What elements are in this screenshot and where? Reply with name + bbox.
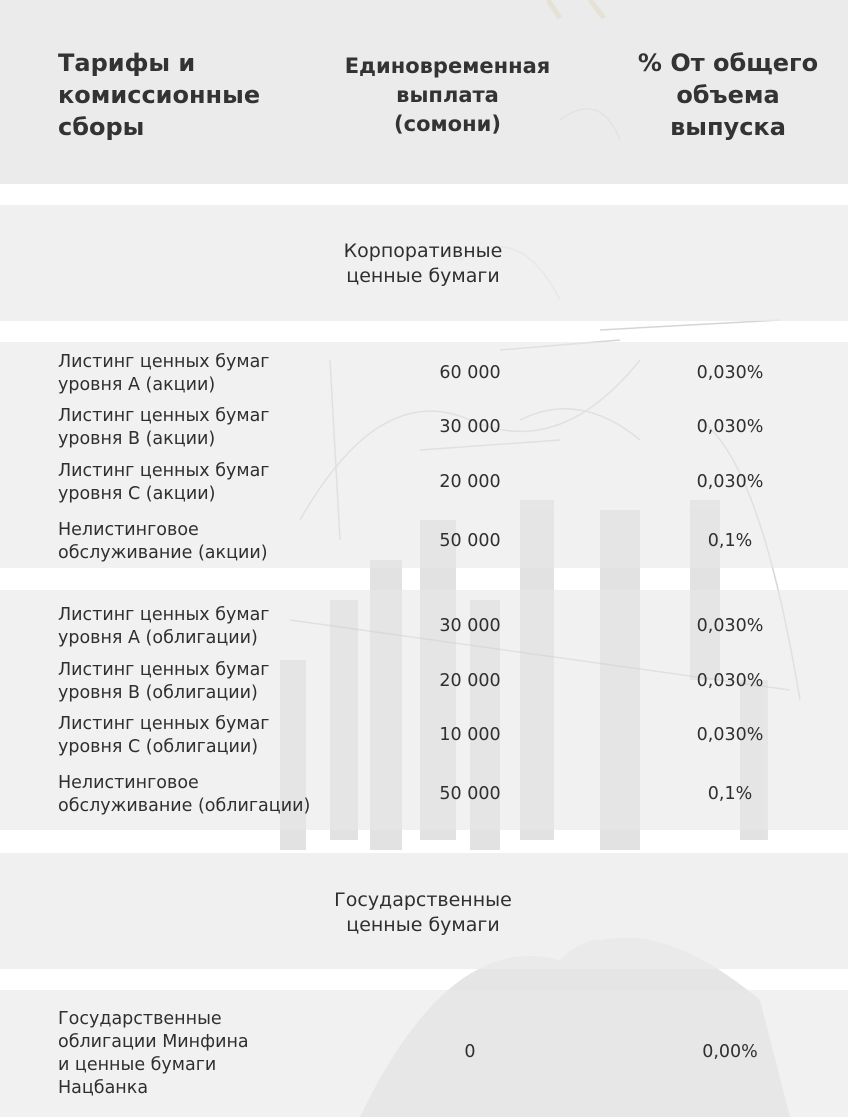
section-title-corporate: Корпоративные ценные бумаги [343, 240, 503, 287]
row-name: Листинг ценных бумаг уровня В (облигации) [58, 660, 270, 703]
row-name: Листинг ценных бумаг уровня А (акции) [58, 352, 270, 395]
row-name: Листинг ценных бумаг уровня С (акции) [58, 461, 270, 504]
row-percent: 0,030% [696, 472, 764, 492]
row-name: Листинг ценных бумаг уровня А (облигации) [58, 605, 270, 648]
row-percent: 0,00% [702, 1042, 758, 1062]
row-percent: 0,030% [696, 725, 764, 745]
row-percent: 0,030% [696, 417, 764, 437]
row-payment: 30 000 [439, 417, 501, 437]
row-payment: 10 000 [439, 725, 501, 745]
row-payment: 20 000 [439, 671, 501, 691]
row-payment: 20 000 [439, 472, 501, 492]
header-tariffs: Тарифы и комиссионные сборы [58, 49, 261, 141]
row-percent: 0,1% [707, 531, 753, 551]
row-percent: 0,030% [696, 616, 764, 636]
row-percent: 0,1% [707, 784, 753, 804]
row-percent: 0,030% [696, 671, 764, 691]
row-percent: 0,030% [696, 363, 764, 383]
header-percent-of-issue: % От общего объема выпуска [637, 49, 819, 141]
row-name: Листинг ценных бумаг уровня С (облигации) [58, 714, 270, 757]
row-payment: 50 000 [439, 531, 501, 551]
row-payment: 50 000 [439, 784, 501, 804]
row-name: Нелистинговое обслуживание (акции) [58, 520, 268, 563]
row-payment: 30 000 [439, 616, 501, 636]
row-name: Нелистинговое обслуживание (облигации) [58, 773, 311, 816]
row-name: Листинг ценных бумаг уровня В (акции) [58, 406, 270, 449]
section-title-government: Государственные ценные бумаги [334, 889, 512, 936]
header-one-time-payment: Единовременная выплата (сомони) [344, 54, 551, 136]
row-payment: 0 [464, 1042, 476, 1062]
row-payment: 60 000 [439, 363, 501, 383]
row-name: Государственные облигации Минфина и ценные бумаги Нацбанка [58, 1009, 249, 1098]
